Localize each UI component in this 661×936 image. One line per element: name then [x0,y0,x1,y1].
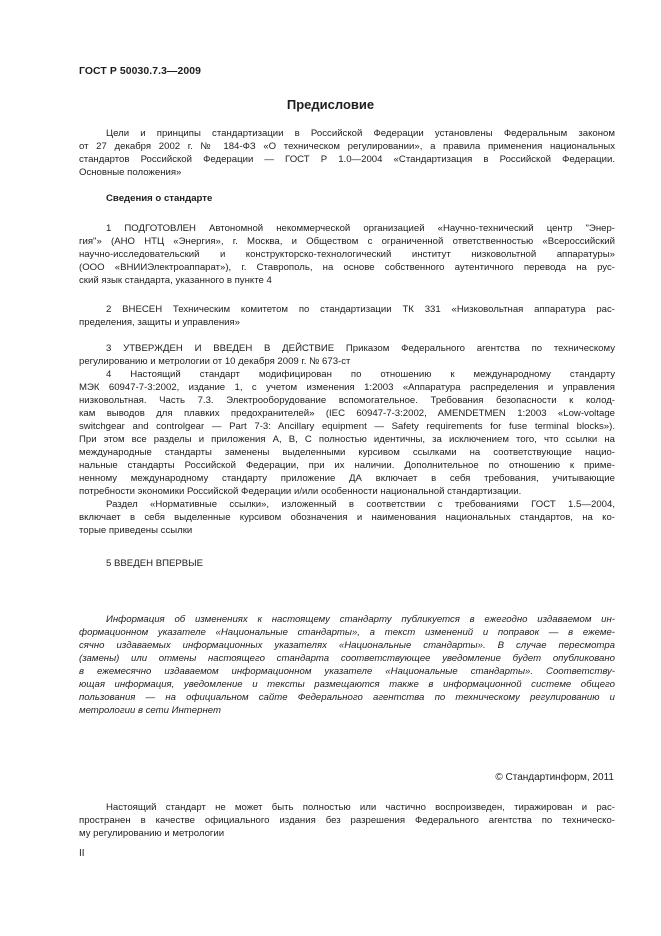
item-1 [79,222,615,287]
item-1-line: ский язык стандарта, указанного в пункте 4 [79,275,272,286]
item-4-line: торые приведены ссылки [79,525,193,536]
item-4-line: ненному международному стандарту приложение ДА включает в себя требования, учитывающие [79,473,615,484]
document-code: ГОСТ Р 50030.7.3—2009 [79,66,201,77]
item-3 [79,342,615,368]
item-1-line: научно-исследовательский и конструкторско-технологический институт низковольтной аппаратуры» [79,249,615,260]
item-2 [79,303,615,329]
rights-paragraph [79,801,615,840]
item-1-line: (ООО «ВНИИЭлектроаппарат»), г. Ставрополь, на основе собственного аутентичного перевода на рус- [79,262,615,273]
notice-line: (замены) или отмены настоящего стандарта соответствующее уведомление будет опубликовано [79,653,615,664]
intro-line: Основные положения» [79,167,182,178]
item-4-line: При этом все разделы и приложения А, В, С полностью идентичны, за исключением того, что ссылки на [79,434,615,445]
section-subheading: Сведения о стандарте [106,193,213,204]
item-1-line: гия"» (АНО НТЦ «Энергия», г. Москва, и Обществом с ограниченной ответственностью «Всероссийский [79,236,615,247]
notice-line: сячно издаваемых информационных указателях «Национальные стандарты». В случае пересмотра [79,640,615,651]
item-4-line: низковольтная. Часть 7.3. Электрооборудование вспомогательное. Требования безопасности к колод- [79,395,615,406]
notice-line: формационном указателе «Национальные стандарты», а текст изменений и поправок — в ежеме- [79,627,615,638]
item-2-line: пределения, защиты и управления» [79,317,241,328]
item-4-line: международные стандарты заменены выделенными курсивом ссылками на соответствующие нацио- [79,447,615,458]
item-4-line: switchgear and controlgear — Part 7-3: Ancillary equipment — Safety requirements for fuse terminal blocks»). [79,421,615,432]
intro-line: стандартов Российской Федерации — ГОСТ Р 1.0—2004 «Стандартизация в Российской Федерации. [79,154,615,165]
rights-line: му регулированию и метрологии [79,828,225,839]
item-4-line: потребности экономики Российской Федерации и/или особенности национальной стандартизации. [79,486,522,497]
notice-line: пользования — на официальном сайте Федерального агентства по техническому регулированию и [79,692,615,703]
item-4-line: кам выводов для плавких предохранителей» (IEC 60947-7-3:2002, AMENDETMEN 1:2003 «Low-voltage [79,408,615,419]
item-4-line: МЭК 60947-7-3:2002, издание 1, с учетом изменения 1:2003 «Аппаратура распределения и управления [79,382,615,393]
item-4-line: нальные стандарты Российской Федерации, при их наличии. Дополнительное по отношению к приме- [79,460,615,471]
item-4-line: включает в себя выделенные курсивом обозначения и наименования национальных стандартов, на ко- [79,512,615,523]
notice-paragraph [79,613,615,717]
item-4-line: 4 Настоящий стандарт модифицирован по отношению к международному стандарту [106,369,615,380]
intro-paragraph [79,127,615,179]
notice-line: метрологии в сети Интернет [79,705,221,716]
rights-line: пространен в качестве официального издания без разрешения Федерального агентства по техническо- [79,815,615,826]
notice-line: Информация об изменениях к настоящему стандарту публикуется в ежегодно издаваемом ин- [106,614,615,625]
item-5 [79,557,615,570]
item-2-line: 2 ВНЕСЕН Техническим комитетом по стандартизации ТК 331 «Низковольтная аппаратура рас- [106,304,615,315]
notice-line: в ежемесячно издаваемом информационном указателе «Национальные стандарты». Соответству- [79,666,615,677]
intro-line: Цели и принципы стандартизации в Российской Федерации установлены Федеральным законом [106,128,615,139]
item-1-line: 1 ПОДГОТОВЛЕН Автономной некоммерческой организацией «Научно-технический центр "Энер- [106,223,615,234]
item-4-line: Раздел «Нормативные ссылки», изложенный в соответствии с требованиями ГОСТ 1.5—2004, [106,499,615,510]
page-title: Предисловие [286,97,375,112]
item-4 [79,368,615,537]
notice-line: ющая информация, уведомление и тексты размещаются также в информационной системе общего [79,679,615,690]
page-number: II [79,848,85,859]
intro-line: от 27 декабря 2002 г. № 184-ФЗ «О техническом регулировании», а правила применения национальных [79,141,615,152]
rights-line: Настоящий стандарт не может быть полностью или частично воспроизведен, тиражирован и рас- [106,802,615,813]
item-3-line: 3 УТВЕРЖДЕН И ВВЕДЕН В ДЕЙСТВИЕ Приказом Федерального агентства по техническому [106,343,615,354]
copyright-notice: © Стандартинформ, 2011 [495,772,614,783]
item-3-line: регулированию и метрологии от 10 декабря 2009 г. № 673-ст [79,356,351,367]
item-5-line: 5 ВВЕДЕН ВПЕРВЫЕ [106,558,204,569]
